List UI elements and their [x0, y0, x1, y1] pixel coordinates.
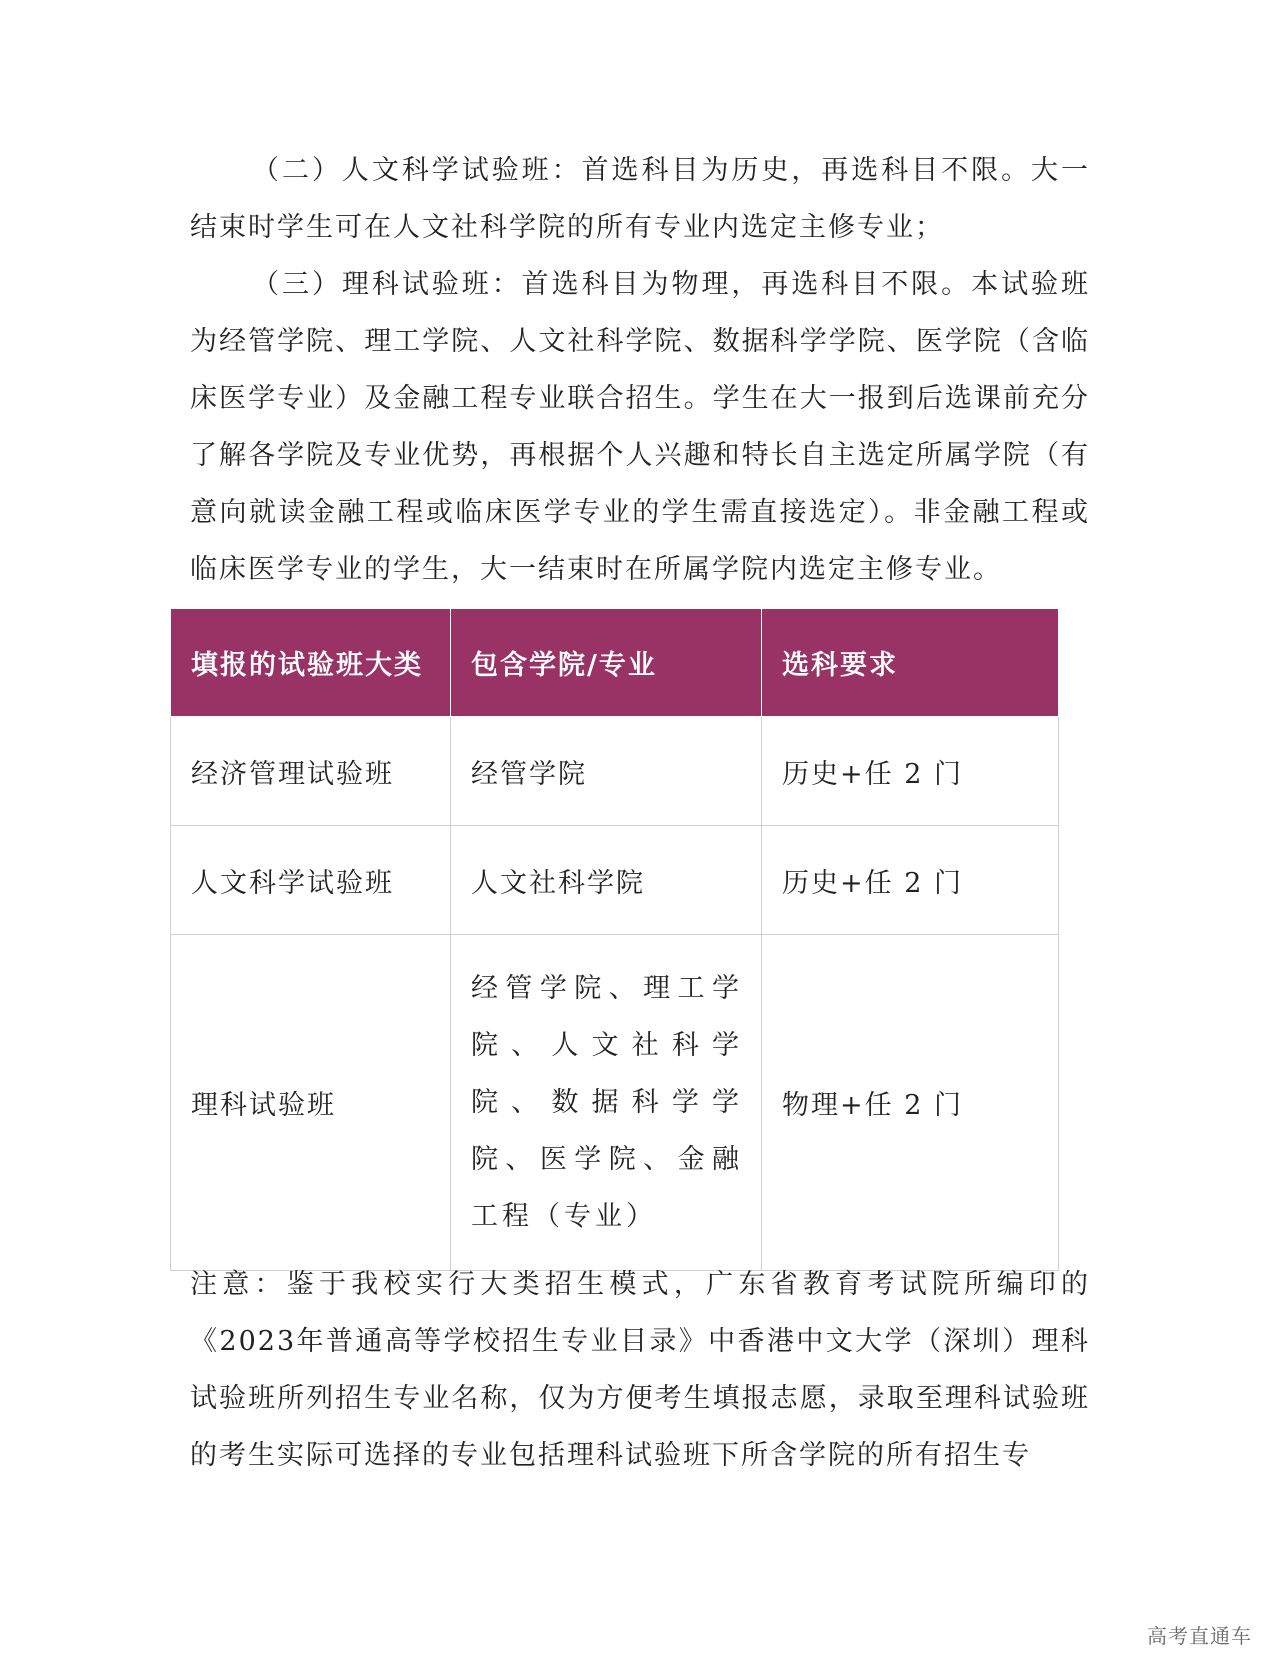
table-row [171, 935, 1059, 1271]
cell-subject-requirement: 历史+任 2 门 [762, 826, 1059, 935]
header-category: 填报的试验班大类 [171, 609, 451, 717]
cell-colleges: 经管学院 [451, 717, 762, 826]
cell-category: 经济管理试验班 [171, 717, 451, 826]
watermark-text: 高考直通车 [1147, 1624, 1252, 1648]
table-header-row [171, 609, 1059, 717]
cell-subject-requirement: 历史+任 2 门 [762, 717, 1059, 826]
header-subject-requirement: 选科要求 [762, 609, 1059, 717]
paragraph-humanities-class: （二）人文科学试验班：首选科目为历史，再选科目不限。大一结束时学生可在人文社科学院的所有专业内选定主修专业； [190, 155, 1090, 243]
header-colleges: 包含学院/专业 [451, 609, 762, 717]
subject-requirements-table [170, 608, 1059, 1271]
cell-subject-requirement: 物理+任 2 门 [762, 935, 1059, 1271]
cell-colleges: 人文社科学院 [451, 826, 762, 935]
table-row [171, 717, 1059, 826]
cell-colleges: 经管学院、理工学院、人文社科学院、数据科学学院、医学院、金融工程（专业） [451, 935, 762, 1271]
paragraph-science-class: （三）理科试验班：首选科目为物理，再选科目不限。本试验班为经管学院、理工学院、人文社科学院、数据科学学院、医学院（含临床医学专业）及金融工程专业联合招生。学生在大一报到后选课前充分了解各学院及专业优势，再根据个人兴趣和特长自主选定所属学院（有意向就读金融工程或临床医学专业的学生需直接选定）。非金融工程或临床医学专业的学生，大一结束时在所属学院内选定主修专业。 [190, 269, 1090, 585]
table-row [171, 826, 1059, 935]
cell-category: 人文科学试验班 [171, 826, 451, 935]
paragraph-note: 注意：鉴于我校实行大类招生模式，广东省教育考试院所编印的《2023年普通高等学校招生专业目录》中香港中文大学（深圳）理科试验班所列招生专业名称，仅为方便考生填报志愿，录取至理科试验班的考生实际可选择的专业包括理科试验班下所含学院的所有招生专 [190, 1269, 1090, 1471]
cell-category: 理科试验班 [171, 935, 451, 1271]
